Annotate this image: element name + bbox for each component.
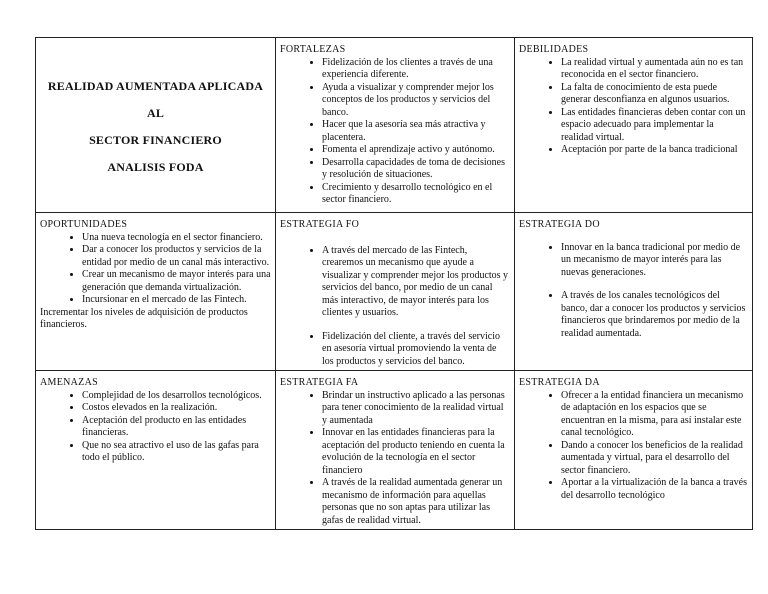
title-line-3: ANALISIS FODA xyxy=(107,160,204,174)
amenazas-list xyxy=(40,390,271,465)
estrategia-fo-heading: ESTRATEGIA FO xyxy=(280,219,360,230)
fortalezas-list xyxy=(280,57,510,207)
oportunidades-extra: Incrementar los niveles de adquisición de productos financieros. xyxy=(40,306,248,330)
estrategia-fa-cell xyxy=(276,371,515,530)
list-item: • Aceptación por parte de la banca tradicional xyxy=(561,144,748,157)
title-line-1: REALIDAD AUMENTADA APLICADA AL xyxy=(47,79,264,120)
amenazas-cell xyxy=(36,371,276,530)
foda-table xyxy=(35,37,753,530)
fortalezas-cell xyxy=(276,38,515,213)
list-item: • A través del mercado de las Fintech, crearemos un mecanismo que ayude a visualizar y comprender mejor los productos y servicios del banco, por medio de un canal más interactivo, de mayor interés para los clientes y usuarios. xyxy=(322,245,510,320)
list-item: • A través de los canales tecnológicos del banco, dar a conocer los productos y servicios financieros que brindaremos por medio de la realidad aumentada. xyxy=(561,290,748,340)
list-item: • Desarrolla capacidades de toma de decisiones y resolución de situaciones. xyxy=(322,157,510,182)
list-item: • Fidelización de los clientes a través de una experiencia diferente. xyxy=(322,57,510,82)
list-item: • Dar a conocer los productos y servicios de la entidad por medio de un canal más interactivo. xyxy=(82,244,271,269)
debilidades-list xyxy=(519,57,748,157)
list-item: • Crear un mecanismo de mayor interés para una generación que demanda virtualización. xyxy=(82,269,271,294)
list-item: • Complejidad de los desarrollos tecnológicos. xyxy=(82,390,271,403)
list-item: • Fidelización del cliente, a través del servicio en asesoría virtual promoviendo la venta de los productos y servicios del banco. xyxy=(322,331,510,369)
oportunidades-list xyxy=(40,232,271,307)
list-item: • Brindar un instructivo aplicado a las personas para tener conocimiento de la realidad virtual y aumentada xyxy=(322,390,510,428)
estrategia-da-cell xyxy=(515,371,753,530)
estrategia-fa-heading: ESTRATEGIA FA xyxy=(280,377,359,388)
oportunidades-cell xyxy=(36,213,276,371)
list-item: • Las entidades financieras deben contar con un espacio adecuado para implementar la realidad virtual. xyxy=(561,107,748,145)
title-line-2: SECTOR FINANCIERO xyxy=(89,133,222,147)
debilidades-heading: DEBILIDADES xyxy=(519,44,589,55)
debilidades-cell xyxy=(515,38,753,213)
estrategia-da-list xyxy=(519,390,748,503)
list-item: • Hacer que la asesoría sea más atractiva y placentera. xyxy=(322,119,510,144)
list-item: • Dando a conocer los beneficios de la realidad aumentada y virtual, para el desarrollo del sector financiero. xyxy=(561,440,748,478)
list-item: • Aportar a la virtualización de la banca a través del desarrollo tecnológico xyxy=(561,477,748,502)
oportunidades-heading: OPORTUNIDADES xyxy=(40,219,128,230)
estrategia-fo-list xyxy=(280,245,510,369)
estrategia-do-heading: ESTRATEGIA DO xyxy=(519,219,600,230)
list-item: • Incursionar en el mercado de las Fintech. xyxy=(82,294,271,307)
list-item: • Que no sea atractivo el uso de las gafas para todo el público. xyxy=(82,440,271,465)
amenazas-heading: AMENAZAS xyxy=(40,377,98,388)
list-item: • Costos elevados en la realización. xyxy=(82,402,271,415)
list-item: • Una nueva tecnología en el sector financiero. xyxy=(82,232,271,245)
estrategia-da-heading: ESTRATEGIA DA xyxy=(519,377,600,388)
list-item: • Fomenta el aprendizaje activo y autónomo. xyxy=(322,144,510,157)
list-item: • La falta de conocimiento de esta puede generar desconfianza en algunos usuarios. xyxy=(561,82,748,107)
title-cell xyxy=(36,38,276,213)
estrategia-fo-cell xyxy=(276,213,515,371)
list-item: • La realidad virtual y aumentada aún no es tan reconocida en el sector financiero. xyxy=(561,57,748,82)
list-item: • Aceptación del producto en las entidades financieras. xyxy=(82,415,271,440)
estrategia-do-list xyxy=(519,242,748,341)
list-item: • Ofrecer a la entidad financiera un mecanismo de adaptación en los espacios que se encuentran en la misma, para así instalar este canal tecnológico. xyxy=(561,390,748,440)
estrategia-fa-list xyxy=(280,390,510,528)
list-item: • Ayuda a visualizar y comprender mejor los conceptos de los productos y servicios del banco. xyxy=(322,82,510,120)
fortalezas-heading: FORTALEZAS xyxy=(280,44,346,55)
list-item: • A través de la realidad aumentada generar un mecanismo de información para aquellas personas que no son aptas para utilizar las gafas de realidad virtual. xyxy=(322,477,510,527)
estrategia-do-cell xyxy=(515,213,753,371)
list-item: • Innovar en las entidades financieras para la aceptación del producto teniendo en cuenta la evolución de la tecnología en el sector financiero xyxy=(322,427,510,477)
list-item: • Innovar en la banca tradicional por medio de un mecanismo de mayor interés para las nuevas generaciones. xyxy=(561,242,748,280)
list-item: • Crecimiento y desarrollo tecnológico en el sector financiero. xyxy=(322,182,510,207)
